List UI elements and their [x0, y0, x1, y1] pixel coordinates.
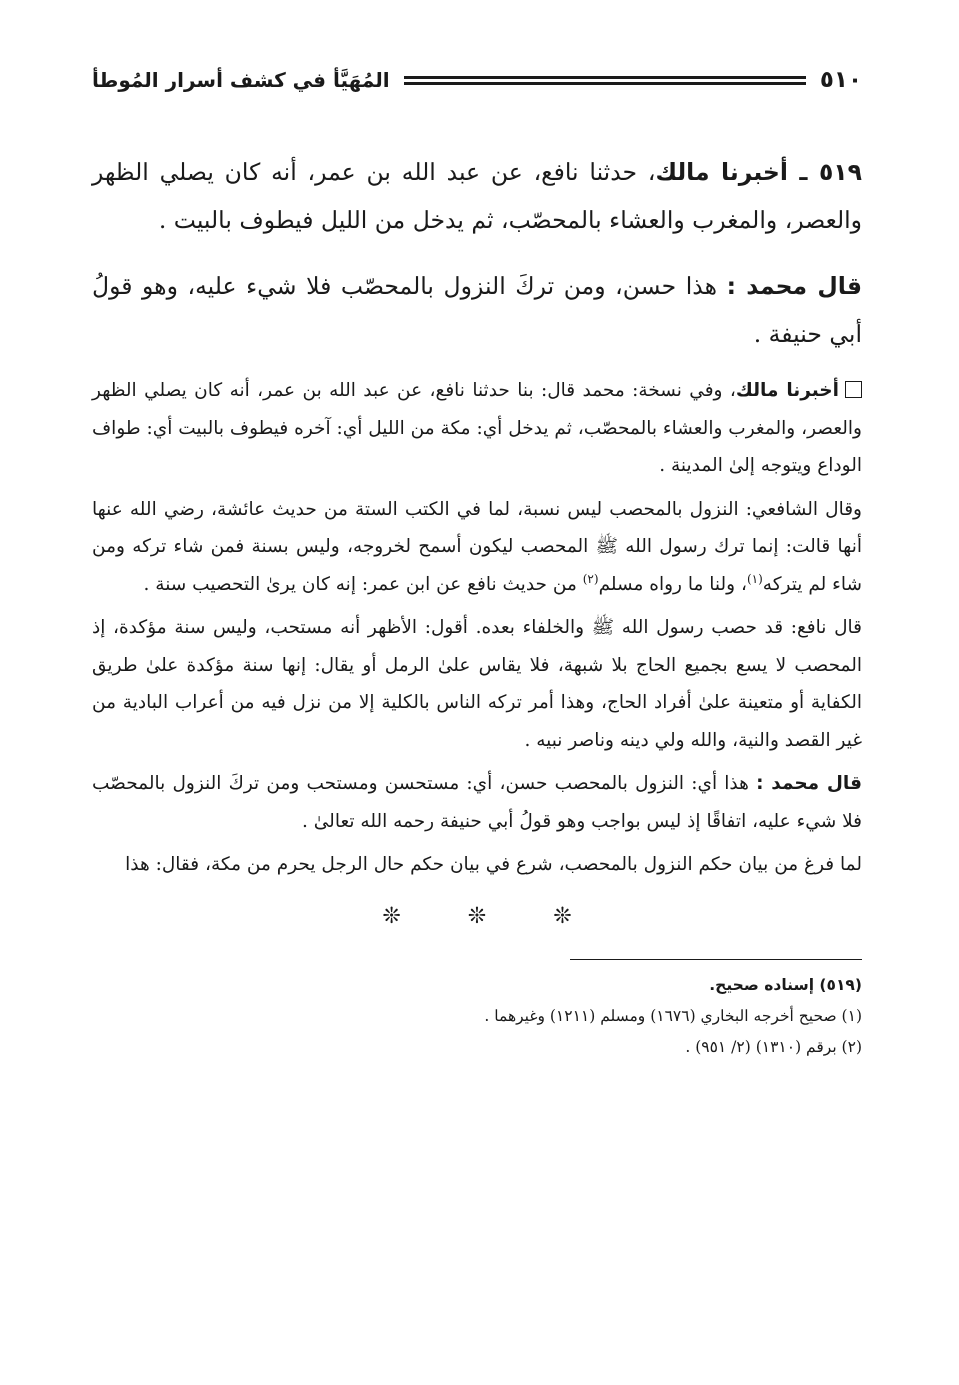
star-icon: ❊: [382, 903, 401, 929]
footnote-isnad: (٥١٩) إسناده صحيح.: [709, 975, 862, 994]
star-icon: ❊: [467, 903, 487, 929]
commentary-p2-text-b: ، ولنا ما رواه مسلم: [598, 573, 747, 595]
header-double-rule: [404, 76, 806, 85]
footnote-2: (٢) برقم (١٣١٠) (٢/ ٩٥١) .: [685, 1037, 862, 1056]
commentary-paragraph-1: [92, 372, 862, 485]
commentary-p1-label: أخبرنا مالك: [735, 380, 839, 401]
commentary-paragraph-2: [92, 491, 862, 604]
footnotes: [92, 970, 862, 1063]
square-marker-icon: [845, 381, 862, 398]
commentary-section: [92, 372, 862, 884]
hadith-number-label: ٥١٩ ـ أخبرنا مالك: [655, 158, 862, 186]
commentary-paragraph-3: قال نافع: قد حصب رسول الله ﷺ والخلفاء بعده. أقول: الأظهر أنه مستحب، وليس سنة مؤكدة، إذ المحصب لا يسع بجميع الحاج بلا شبهة، فلا يقاس علىٰ الرمل أو يقال: إنها سنة مؤكدة علىٰ طريق الكفاية أو متعينة علىٰ أفراد الحاج، وهذا أمر تركه الناس بالكلية إلا من نزل فيه من أعراب البادية من غير القصد والنية، والله ولي دينه وناصر نبيه .: [92, 617, 862, 751]
running-title: المُهَيَّأ في كشف أسرار المُوطأ: [92, 68, 390, 92]
comment-text: هذا حسن، ومن تركَ النزول بالمحصّب فلا شيء عليه، وهو قولُ أبي حنيفة .: [92, 272, 862, 348]
hadith-paragraph: [92, 148, 862, 244]
commentary-p2-text-c: من حديث نافع عن ابن عمر: إنه كان يرىٰ التحصيب سنة .: [143, 573, 583, 595]
section-separator: [92, 904, 862, 929]
commentary-p4-text: هذا أي: النزول بالمحصب حسن، أي: مستحسن ومستحب ومن تركَ النزول بالمحصّب فلا شيء عليه، اتفاقًا إذ ليس بواجب وهو قولُ أبي حنيفة رحمه الله تعالىٰ .: [92, 773, 862, 832]
footnote-divider: [570, 959, 862, 960]
footnote-ref-2: (٢): [582, 571, 599, 586]
commentary-paragraph-5: لما فرغ من بيان حكم النزول بالمحصب، شرع في بيان حكم حال الرجل يحرم من مكة، فقال: هذا: [125, 854, 862, 875]
hadith-text: ، حدثنا نافع، عن عبد الله بن عمر، أنه كان يصلي الظهر والعصر، والمغرب والعشاء بالمحصّب، ثم يدخل من الليل فيطوف بالبيت .: [92, 158, 862, 234]
footnote-1: (١) صحيح أخرجه البخاري (١٦٧٦) ومسلم (١٢١١) وغيرهما .: [484, 1006, 862, 1025]
comment-label: قال محمد :: [726, 272, 862, 300]
footnote-ref-1: (١): [746, 571, 763, 586]
star-icon: ❊: [553, 903, 572, 929]
book-page: [92, 60, 862, 1340]
commentary-p1-text: ، وفي نسخة: محمد قال: بنا حدثنا نافع، عن عبد الله بن عمر، أنه كان يصلي الظهر والعصر، والمغرب والعشاء بالمحصّب، ثم يدخل أي: مكة من الليل أي: آخره فيطوف بالبيت أي: طواف الوداع ويتوجه إلىٰ المدينة .: [92, 380, 862, 476]
page-header: [92, 60, 862, 100]
page-number: ٥١٠: [819, 67, 862, 93]
commentary-paragraph-4: [92, 765, 862, 840]
muhammad-comment: [92, 262, 862, 358]
commentary-p4-label: قال محمد :: [756, 773, 862, 794]
commentary-p2-text-a: وقال الشافعي: النزول بالمحصب ليس نسبة، لما في الكتب الستة من حديث عائشة، رضي الله عنها أنها قالت: إنما ترك رسول الله ﷺ المحصب ليكون أسمح لخروجه، وليس بسنة فمن شاء تركه ومن شاء لم يتركه: [92, 498, 862, 595]
